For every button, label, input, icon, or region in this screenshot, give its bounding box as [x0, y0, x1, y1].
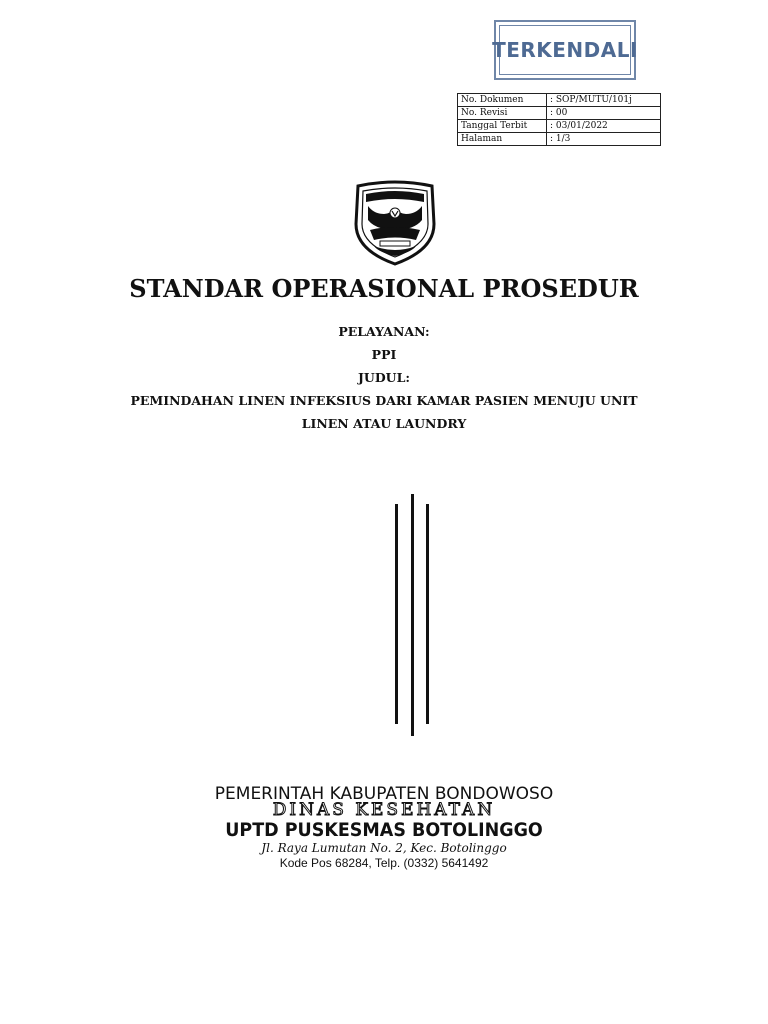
- issue-date-label: Tanggal Terbit: [458, 120, 547, 133]
- revision-value: : 00: [547, 107, 661, 120]
- table-row: [458, 133, 661, 146]
- bondowoso-emblem-icon: [354, 180, 436, 266]
- subject-line-2: LINEN ATAU LAUNDRY: [301, 416, 467, 431]
- doc-number-value: : SOP/MUTU/101j: [547, 94, 661, 107]
- table-row: [458, 107, 661, 120]
- subject-label: JUDUL:: [358, 370, 410, 385]
- subject-line-1: PEMINDAHAN LINEN INFEKSIUS DARI KAMAR PASIEN MENUJU UNIT: [130, 393, 638, 408]
- table-row: [458, 94, 661, 107]
- stamp-text: TERKENDALI: [499, 25, 631, 75]
- page-value: : 1/3: [547, 133, 661, 146]
- divider-line-right: [426, 504, 429, 724]
- revision-label: No. Revisi: [458, 107, 547, 120]
- page-title: STANDAR OPERASIONAL PROSEDUR: [129, 274, 639, 303]
- issue-date-value: : 03/01/2022: [547, 120, 661, 133]
- doc-number-label: No. Dokumen: [458, 94, 547, 107]
- page-label: Halaman: [458, 133, 547, 146]
- document-info-table: [457, 93, 661, 146]
- table-row: [458, 120, 661, 133]
- service-label: PELAYANAN:: [338, 324, 430, 339]
- government-name: PEMERINTAH KABUPATEN BONDOWOSO: [214, 784, 554, 804]
- divider-line-center: [411, 494, 414, 736]
- service-value: PPI: [371, 347, 397, 362]
- divider-line-left: [395, 504, 398, 724]
- unit-name: UPTD PUSKESMAS BOTOLINGGO: [225, 819, 543, 841]
- address: Jl. Raya Lumutan No. 2, Kec. Botolinggo: [261, 841, 507, 855]
- contact-info: Kode Pos 68284, Telp. (0332) 5641492: [279, 856, 489, 870]
- terkendali-stamp: [494, 20, 636, 80]
- agency-name: DINAS KESEHATAN: [272, 800, 496, 820]
